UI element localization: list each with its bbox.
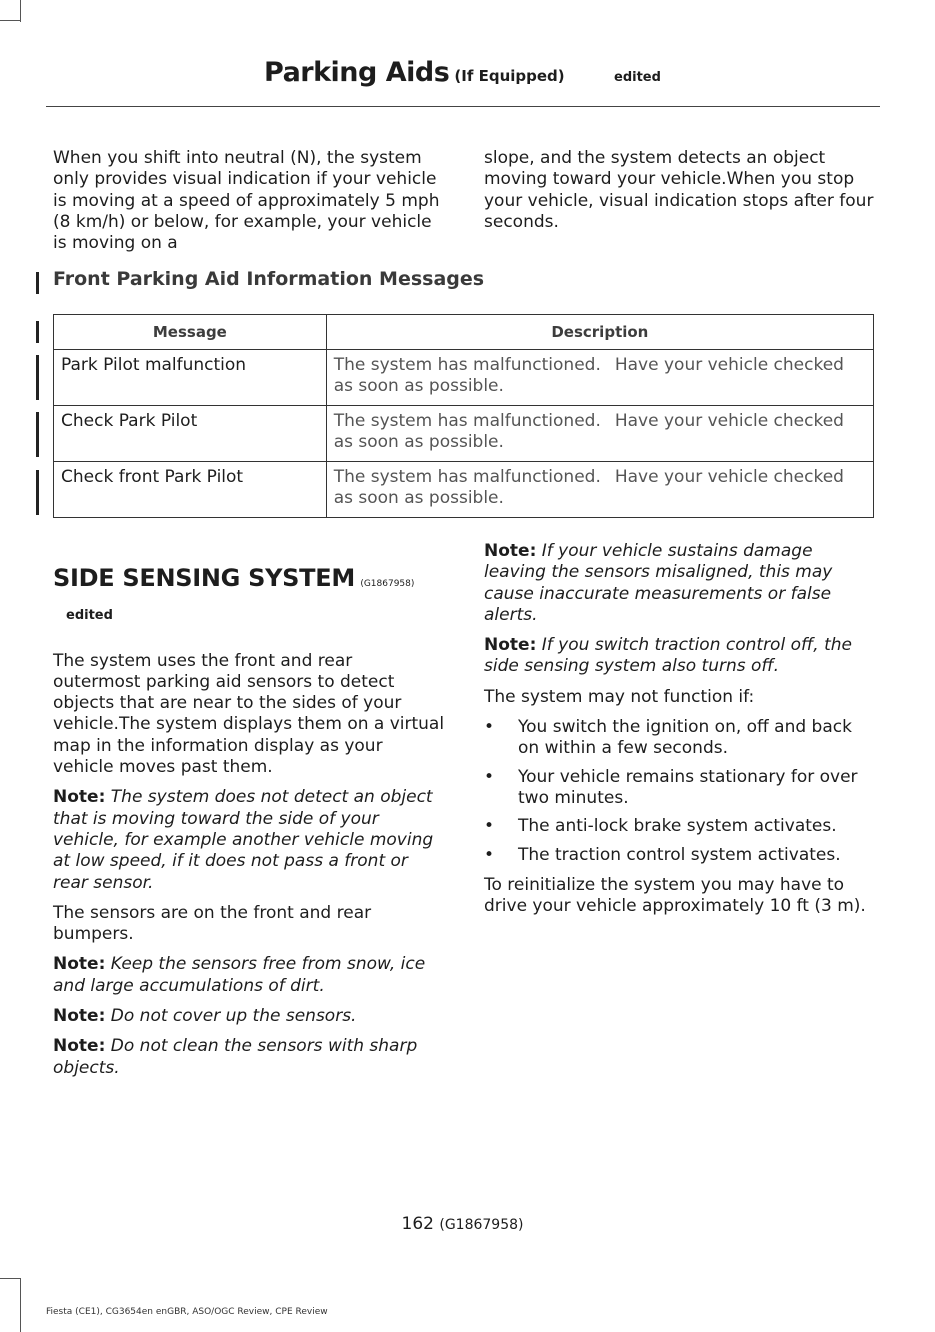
section-edited-tag: edited	[66, 608, 113, 624]
column-header-description: Description	[326, 315, 873, 350]
header-edited-tag: edited	[614, 70, 661, 85]
note	[484, 541, 876, 626]
document-footer: Fiesta (CE1), CG3654en enGBR, ASO/OGC Review, CPE Review	[46, 1307, 328, 1317]
table-row	[54, 350, 874, 406]
side-sensing-left-column	[53, 564, 445, 1088]
note-label: Note:	[53, 954, 106, 975]
crop-mark	[20, 1278, 21, 1332]
list-item	[484, 845, 876, 866]
note-text: The system does not detect an object that is moving toward the side of your vehicle, for example another vehicle moving at low speed, if it does not pass a front or rear sensor.	[53, 787, 434, 893]
change-bar	[36, 355, 39, 400]
not-function-intro: The system may not function if:	[484, 686, 755, 707]
note-text: Do not cover up the sensors.	[110, 1006, 357, 1027]
page-header-title	[264, 57, 565, 88]
intro-right-text: slope, and the system detects an object moving toward your vehicle.When you stop your vehicle, visual indication stops after four seconds.	[484, 148, 874, 232]
side-sensing-paragraph: The sensors are on the front and rear bumpers.	[53, 902, 372, 945]
conditions-list	[484, 717, 876, 866]
section-title-front-messages: Front Parking Aid Information Messages	[53, 268, 485, 290]
message-cell: Park Pilot malfunction	[54, 350, 327, 406]
note-label: Note:	[484, 541, 537, 561]
intro-right-column	[484, 148, 876, 242]
description-part: Have your vehicle checked as soon as possible.	[333, 411, 844, 452]
note	[53, 1036, 445, 1079]
description-part: The system has malfunctioned.	[333, 467, 601, 487]
description-cell	[326, 462, 873, 518]
crop-mark	[0, 1278, 20, 1279]
side-sensing-right-column	[484, 541, 876, 926]
list-item-text: The traction control system activates.	[518, 844, 841, 865]
change-bar	[36, 412, 39, 457]
note-text: Do not clean the sensors with sharp objects.	[53, 1036, 418, 1078]
change-bar	[36, 272, 39, 294]
message-cell: Check Park Pilot	[54, 406, 327, 462]
page-number-block	[0, 1214, 925, 1234]
crop-mark	[0, 20, 20, 21]
bullet-marker: •	[484, 844, 495, 865]
note-label: Note:	[484, 635, 537, 656]
note-text: Keep the sensors free from snow, ice and large accumulations of dirt.	[53, 954, 426, 996]
change-bar	[36, 321, 39, 343]
note-text: If you switch traction control off, the side sensing system also turns off.	[484, 635, 852, 677]
list-item-text: You switch the ignition on, off and back on within a few seconds.	[518, 717, 852, 759]
note	[53, 954, 445, 997]
note	[53, 787, 445, 893]
table-header-row	[54, 315, 874, 350]
section-heading-side-sensing: SIDE SENSING SYSTEM	[53, 564, 355, 592]
list-item	[484, 767, 876, 810]
page-number: 162	[401, 1214, 434, 1234]
description-part: Have your vehicle checked as soon as possible.	[333, 355, 844, 396]
description-cell	[326, 406, 873, 462]
bullet-marker: •	[484, 816, 495, 837]
header-title-suffix: (If Equipped)	[454, 67, 565, 85]
note-label: Note:	[53, 1036, 106, 1057]
side-sensing-heading-block	[53, 564, 445, 627]
list-item-text: Your vehicle remains stationary for over two minutes.	[518, 766, 858, 808]
table-row	[54, 406, 874, 462]
description-part: The system has malfunctioned.	[333, 355, 601, 375]
message-cell: Check front Park Pilot	[54, 462, 327, 518]
section-code: (G1867958)	[360, 579, 415, 589]
intro-left-text: When you shift into neutral (N), the system only provides visual indication if your vehicle is moving at a speed of approximately 5 mph (8 km/h) or below, for example, your vehicle is moving on a	[53, 148, 440, 254]
description-part: The system has malfunctioned.	[333, 411, 601, 431]
list-item-text: The anti-lock brake system activates.	[518, 816, 837, 837]
list-item	[484, 816, 876, 837]
note	[484, 635, 876, 678]
header-title: Parking Aids	[264, 57, 450, 88]
description-part: Have your vehicle checked as soon as possible.	[333, 467, 844, 508]
list-item	[484, 717, 876, 760]
note	[53, 1006, 445, 1027]
messages-table	[53, 314, 874, 518]
bullet-marker: •	[484, 717, 495, 738]
intro-left-column	[53, 148, 445, 263]
side-sensing-paragraph: The system uses the front and rear outermost parking aid sensors to detect objects that are near to the sides of your vehicle.The system displays them on a virtual map in the information display as your vehicle moves past them.	[53, 650, 445, 778]
note-label: Note:	[53, 1006, 106, 1027]
note-label: Note:	[53, 787, 106, 808]
change-bar	[36, 470, 39, 515]
crop-mark	[20, 0, 21, 22]
table-row	[54, 462, 874, 518]
column-header-message: Message	[54, 315, 327, 350]
header-divider	[46, 106, 880, 107]
page-code: (G1867958)	[439, 1217, 524, 1233]
description-cell	[326, 350, 873, 406]
bullet-marker: •	[484, 766, 495, 787]
reinitialize-text: To reinitialize the system you may have to drive your vehicle approximately 10 ft (3 m).	[484, 874, 866, 917]
note-text: If your vehicle sustains damage leaving the sensors misaligned, this may cause inaccurate measurements or false alerts.	[484, 541, 833, 625]
